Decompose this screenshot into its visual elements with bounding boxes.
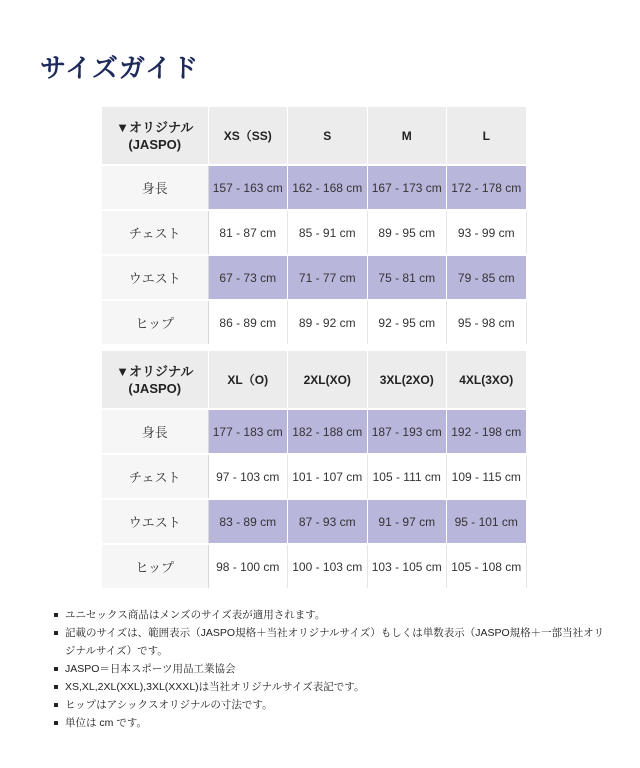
table-cell: 157 - 163 cm bbox=[208, 165, 288, 210]
table-cell: 87 - 93 cm bbox=[288, 499, 368, 544]
table-cell: 89 - 95 cm bbox=[367, 210, 447, 255]
table-cell: 75 - 81 cm bbox=[367, 255, 447, 300]
table-cell: 101 - 107 cm bbox=[288, 454, 368, 499]
table-cell: 103 - 105 cm bbox=[367, 544, 447, 589]
table-cell: 167 - 173 cm bbox=[367, 165, 447, 210]
size-header: XS（SS) bbox=[208, 107, 288, 165]
table-cell: 91 - 97 cm bbox=[367, 499, 447, 544]
size-header: L bbox=[447, 107, 527, 165]
table-cell: 85 - 91 cm bbox=[288, 210, 368, 255]
table-cell: 71 - 77 cm bbox=[288, 255, 368, 300]
row-label: ウエスト bbox=[102, 499, 208, 544]
row-label: ヒップ bbox=[102, 544, 208, 589]
note-item: XS,XL,2XL(XXL),3XL(XXXL)は当社オリジナルサイズ表記です。 bbox=[54, 678, 614, 696]
table-cell: 105 - 108 cm bbox=[447, 544, 527, 589]
table-row-waist bbox=[102, 255, 526, 300]
table-cell: 92 - 95 cm bbox=[367, 300, 447, 345]
table-cell: 109 - 115 cm bbox=[447, 454, 527, 499]
table-cell: 83 - 89 cm bbox=[208, 499, 288, 544]
table-cell: 192 - 198 cm bbox=[447, 409, 527, 454]
table-row-waist bbox=[102, 499, 526, 544]
note-item: JASPO＝日本スポーツ用品工業協会 bbox=[54, 660, 614, 678]
size-table-2 bbox=[102, 351, 527, 590]
row-label: チェスト bbox=[102, 210, 208, 255]
page-title: サイズガイド bbox=[40, 53, 200, 83]
table-cell: 105 - 111 cm bbox=[367, 454, 447, 499]
row-label: 身長 bbox=[102, 409, 208, 454]
table-cell: 187 - 193 cm bbox=[367, 409, 447, 454]
table-cell: 95 - 101 cm bbox=[447, 499, 527, 544]
note-item: 記載のサイズは、範囲表示（JASPO規格＋当社オリジナルサイズ）もしくは単数表示（JASPO規格＋一部当社オリジナルサイズ）です。 bbox=[54, 624, 614, 660]
table-cell: 81 - 87 cm bbox=[208, 210, 288, 255]
table-row-hip bbox=[102, 544, 526, 589]
table-cell: 93 - 99 cm bbox=[447, 210, 527, 255]
note-item: ユニセックス商品はメンズのサイズ表が適用されます。 bbox=[54, 606, 614, 624]
table-cell: 162 - 168 cm bbox=[288, 165, 368, 210]
notes-list bbox=[54, 606, 614, 732]
table-cell: 67 - 73 cm bbox=[208, 255, 288, 300]
table-row-chest bbox=[102, 210, 526, 255]
table-cell: 89 - 92 cm bbox=[288, 300, 368, 345]
row-label: チェスト bbox=[102, 454, 208, 499]
size-header: 3XL(2XO) bbox=[367, 351, 447, 409]
table-cell: 100 - 103 cm bbox=[288, 544, 368, 589]
table-cell: 79 - 85 cm bbox=[447, 255, 527, 300]
size-table-1 bbox=[102, 107, 527, 346]
table-cell: 182 - 188 cm bbox=[288, 409, 368, 454]
row-label: ヒップ bbox=[102, 300, 208, 345]
row-label: 身長 bbox=[102, 165, 208, 210]
table-cell: 172 - 178 cm bbox=[447, 165, 527, 210]
note-item: 単位は cm です。 bbox=[54, 714, 614, 732]
table-row-hip bbox=[102, 300, 526, 345]
row-label: ウエスト bbox=[102, 255, 208, 300]
header-label: ▼オリジナル (JASPO) bbox=[102, 351, 208, 409]
size-header: 2XL(XO) bbox=[288, 351, 368, 409]
table-row-height bbox=[102, 165, 526, 210]
size-header: XL（O) bbox=[208, 351, 288, 409]
table-header-row bbox=[102, 351, 526, 409]
table-cell: 98 - 100 cm bbox=[208, 544, 288, 589]
table-row-chest bbox=[102, 454, 526, 499]
note-item: ヒップはアシックスオリジナルの寸法です。 bbox=[54, 696, 614, 714]
size-header: M bbox=[367, 107, 447, 165]
size-header: 4XL(3XO) bbox=[447, 351, 527, 409]
table-cell: 177 - 183 cm bbox=[208, 409, 288, 454]
header-label: ▼オリジナル (JASPO) bbox=[102, 107, 208, 165]
table-cell: 86 - 89 cm bbox=[208, 300, 288, 345]
table-header-row bbox=[102, 107, 526, 165]
table-cell: 95 - 98 cm bbox=[447, 300, 527, 345]
table-row-height bbox=[102, 409, 526, 454]
size-header: S bbox=[288, 107, 368, 165]
table-cell: 97 - 103 cm bbox=[208, 454, 288, 499]
